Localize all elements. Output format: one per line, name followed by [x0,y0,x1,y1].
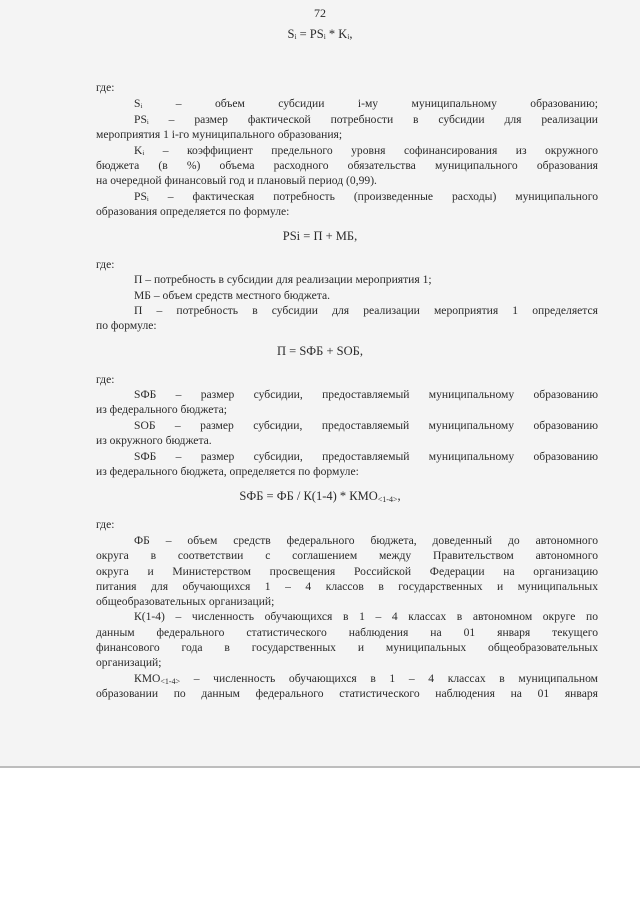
def-psi: PSᵢ – размер фактической потребности в субсидии для реализации [134,113,598,126]
def-kmo-cont: образовании по данным федерального статистического наблюдения на 01 января [96,687,598,700]
scan-edge [0,766,640,768]
def-kmo-term: КМО [134,672,161,685]
formula-sfb [0,489,640,504]
def-k14-cont-3: организаций; [96,656,162,669]
def-kmo-sub: <1-4> [160,677,181,686]
page-number: 72 [314,6,326,20]
def-k14: К(1-4) – численность обучающихся в 1 – 4 классах в автономном округе по [134,610,598,623]
def-kmo-text: – численность обучающихся в 1 – 4 классах в муниципальном [180,672,598,685]
def-sfb-formula-cont: из федерального бюджета, определяется по формуле: [96,465,359,478]
def-k14-cont-2: финансового года в государственных и муниципальных общеобразовательных [96,641,598,654]
def-psi-formula-cont: образования определяется по формуле: [96,205,290,218]
def-sob-cont: из окружного бюджета. [96,434,212,447]
formula-sfb-main: SФБ = ФБ / К(1-4) * КМО [239,489,378,503]
def-sfb-cont: из федерального бюджета; [96,403,227,416]
formula-psi: PSi = П + МБ, [282,229,358,243]
formula-p: П = SФБ + SОБ, [277,344,363,358]
def-p-formula: П – потребность в субсидии для реализации мероприятия 1 определяется [134,304,598,317]
def-psi-formula: PSᵢ – фактическая потребность (произведенные расходы) муниципального [134,190,598,203]
def-ki-cont-1: бюджета (в %) объема расходного обязательства муниципального образования [96,159,598,172]
def-sob: SОБ – размер субсидии, предоставляемый муниципальному образованию [134,419,598,432]
def-mb: МБ – объем средств местного бюджета. [134,289,331,302]
def-fb-cont-3: питания для обучающихся 1 – 4 классов в государственных и муниципальных [96,580,598,593]
def-fb-cont-4: общеобразовательных организаций; [96,595,275,608]
def-sfb-formula: SФБ – размер субсидии, предоставляемый муниципальному образованию [134,450,598,463]
def-psi-cont: мероприятия 1 i-го муниципального образования; [96,128,343,141]
formula-sfb-sub: <1-4> [377,495,398,504]
where-label-3: где: [96,373,115,386]
where-label-4: где: [96,518,115,531]
def-fb-cont-2: округа и Министерством просвещения Российской Федерации на организацию [96,565,598,578]
def-sfb: SФБ – размер субсидии, предоставляемый муниципальному образованию [134,388,598,401]
def-fb: ФБ – объем средств федерального бюджета, доведенный до автономного [134,534,598,547]
def-ki-cont-2: на очередной финансовый год и плановый период (0,99). [96,174,377,187]
formula-subsidy: Sᵢ = PSᵢ * Kᵢ, [287,27,353,41]
def-p: П – потребность в субсидии для реализации мероприятия 1; [134,273,432,286]
def-si: Sᵢ – объем субсидии i-му муниципальному образованию; [134,97,598,110]
def-fb-cont-1: округа в соответствии с соглашением между Правительством автономного [96,549,598,562]
where-label-2: где: [96,258,115,271]
def-ki: Kᵢ – коэффициент предельного уровня софинансирования из окружного [134,144,598,157]
where-label-1: где: [96,81,115,94]
def-k14-cont-1: данным федерального статистического наблюдения на 01 января текущего [96,626,598,639]
formula-sfb-tail: , [397,489,401,503]
def-p-formula-cont: по формуле: [96,319,157,332]
